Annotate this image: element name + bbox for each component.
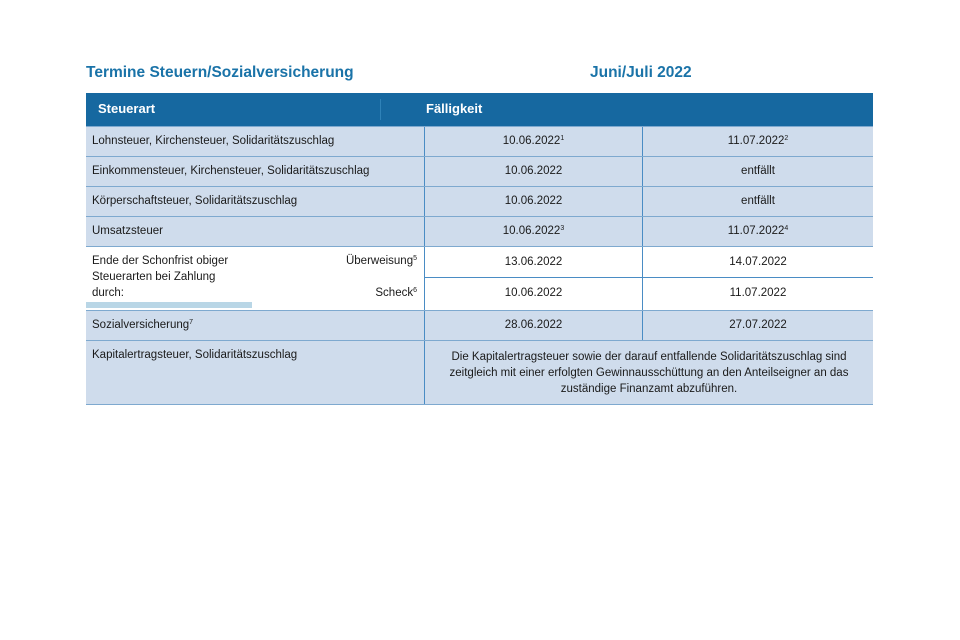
due-june: 10.06.2022	[504, 195, 563, 207]
row-label: Lohnsteuer, Kirchensteuer, Solidaritätszuschlag	[92, 135, 335, 147]
row-label: Kapitalertragsteuer, Solidaritätszuschlag	[92, 349, 298, 361]
table-row	[86, 126, 873, 156]
grace-period-row	[86, 246, 873, 310]
transfer-due-june: 13.06.2022	[504, 256, 563, 268]
table-row	[86, 186, 873, 216]
page-title: Termine Steuern/Sozialversicherung	[86, 64, 354, 81]
due-july: 11.07.2022$^4$	[727, 225, 789, 237]
sub-row-divider	[425, 277, 873, 278]
due-june: 10.06.2022	[504, 165, 563, 177]
due-june: 28.06.2022	[504, 319, 563, 331]
due-july: entfällt	[741, 165, 775, 177]
header-due-date: Fälligkeit	[426, 101, 483, 116]
payment-method-check: Scheck$^6$	[375, 287, 417, 299]
table-header	[86, 93, 873, 126]
row-label: Einkommensteuer, Kirchensteuer, Solidaritätszuschlag	[92, 165, 370, 177]
transfer-due-july: 14.07.2022	[729, 256, 787, 268]
period-title: Juni/Juli 2022	[590, 64, 692, 81]
grace-label-line: Steuerarten bei Zahlung	[92, 271, 216, 283]
table-row	[86, 216, 873, 246]
due-june: 10.06.2022$^1$	[502, 135, 565, 147]
header-tax-type: Steuerart	[98, 101, 156, 116]
capital-gains-row	[86, 340, 873, 404]
row-label: Sozialversicherung$^7$	[92, 319, 194, 331]
tax-deadline-table	[86, 93, 873, 405]
header-divider	[380, 99, 381, 120]
due-july: entfällt	[741, 195, 775, 207]
due-july: 11.07.2022$^2$	[727, 135, 789, 147]
row-label: Körperschaftsteuer, Solidaritätszuschlag	[92, 195, 298, 207]
row-label: Umsatzsteuer	[92, 225, 163, 237]
payment-method-transfer: Überweisung$^5$	[345, 255, 417, 267]
grace-label-line: Ende der Schonfrist obiger	[92, 255, 229, 267]
grace-label-line: durch:	[92, 287, 124, 299]
table-row	[86, 156, 873, 186]
due-june: 10.06.2022$^3$	[502, 225, 565, 237]
table-row	[86, 310, 873, 340]
due-july: 27.07.2022	[729, 319, 787, 331]
check-due-july: 11.07.2022	[729, 287, 787, 299]
capital-gains-note: Die Kapitalertragsteuer sowie der darauf entfallende Solidaritätszuschlag sind zeitgleich mit einer erfolgten Gewinnausschüttung an den Anteilseigner an das zuständige Finanzamt abzuführen.	[449, 351, 849, 395]
check-due-june: 10.06.2022	[504, 287, 563, 299]
accent-bar	[86, 302, 252, 308]
table-bottom-border	[86, 404, 873, 405]
